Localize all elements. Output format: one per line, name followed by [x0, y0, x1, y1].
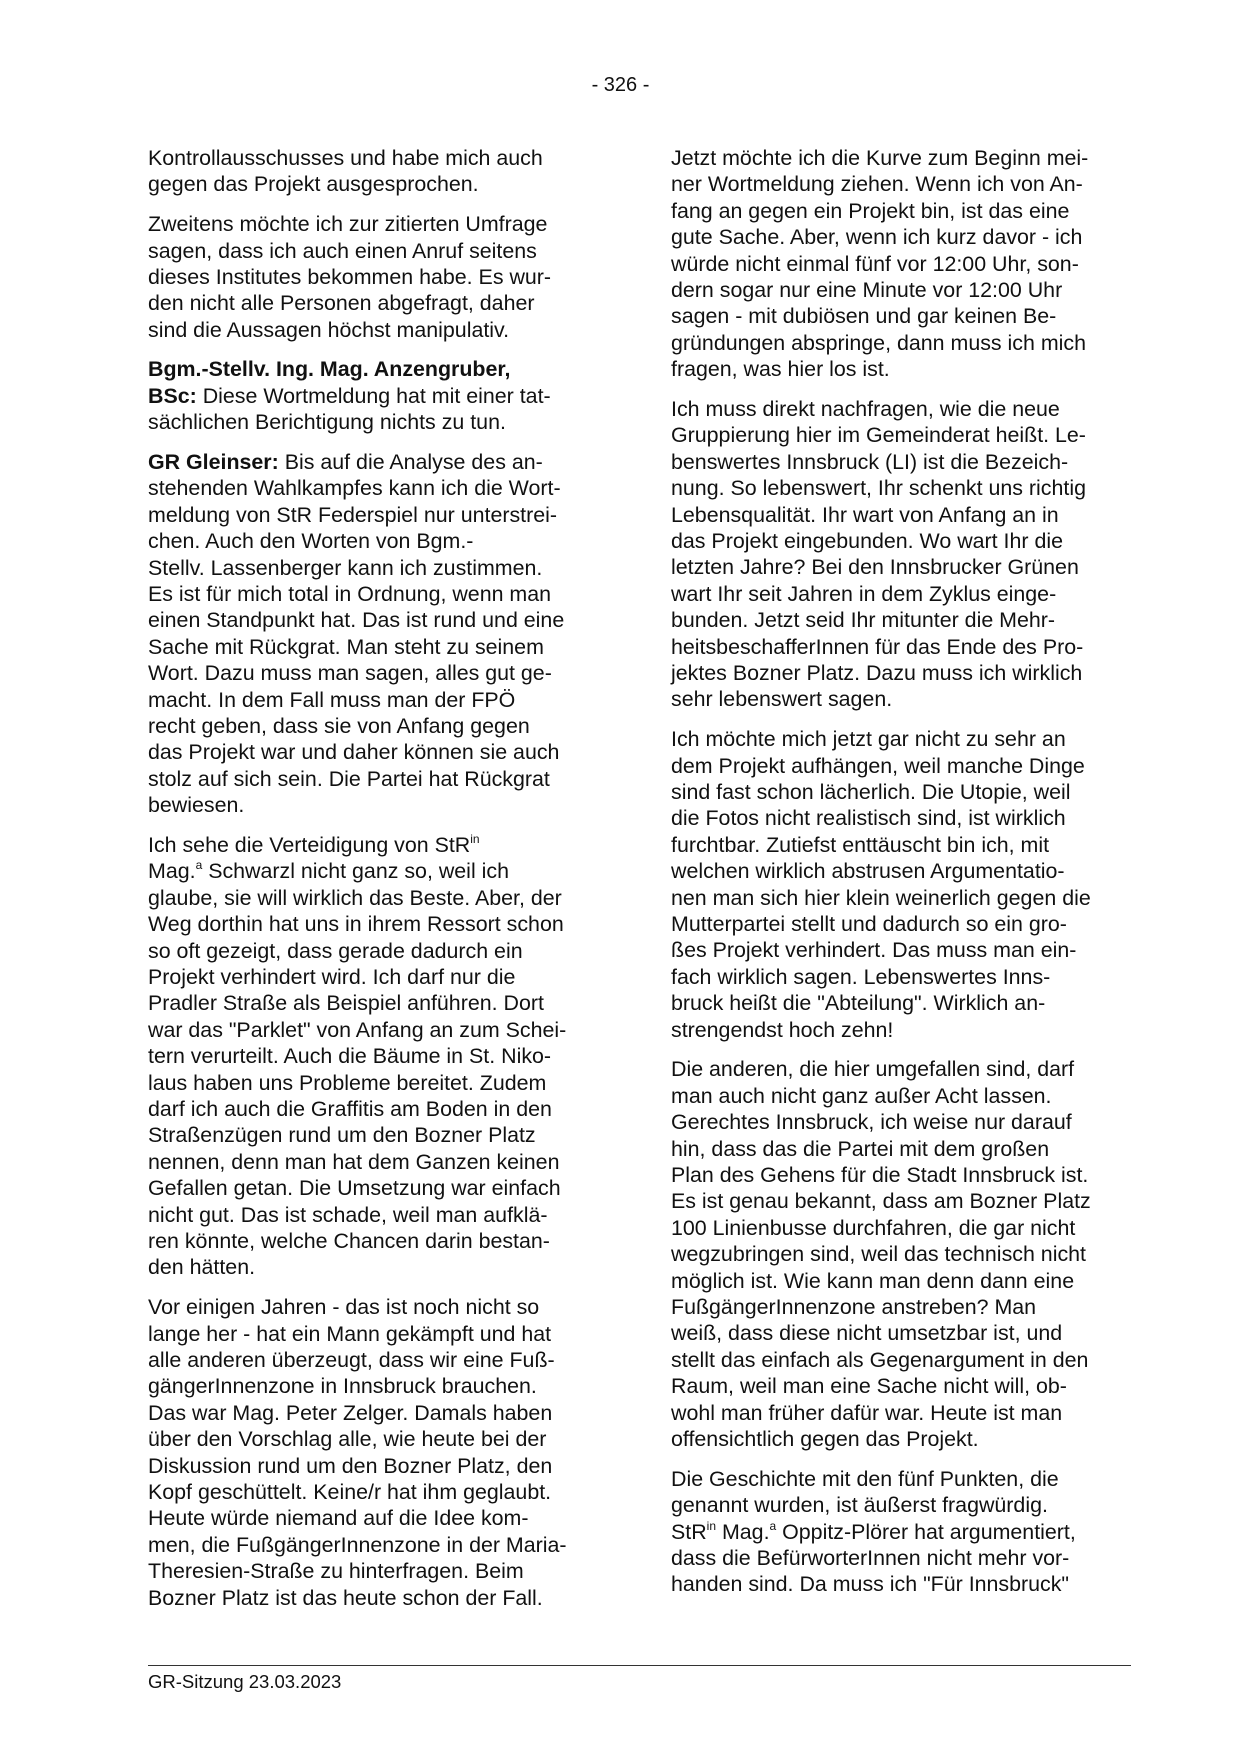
text-line: Mutterpartei stellt und dadurch so ein gro- [671, 911, 1067, 936]
text-line: das Projekt eingebunden. Wo wart Ihr die [671, 528, 1063, 553]
paragraph [148, 145, 604, 198]
text-line: lange her - hat ein Mann gekämpft und hat [148, 1321, 552, 1346]
text-line: über den Vorschlag alle, wie heute bei der [148, 1427, 547, 1452]
text-line: wart Ihr seit Jahren in dem Zyklus einge- [671, 581, 1057, 606]
text-line: sagen, dass ich auch einen Anruf seitens [148, 238, 537, 263]
text-line: Kontrollausschusses und habe mich auch [148, 146, 543, 170]
text-line: fragen, was hier los ist. [671, 357, 890, 382]
text-line: offensichtlich gegen das Projekt. [671, 1426, 979, 1451]
text-line: meldung von StR Federspiel nur unterstrei- [148, 502, 557, 527]
text-line: dern sogar nur eine Minute vor 12:00 Uhr [671, 278, 1063, 303]
text-line: macht. In dem Fall muss man der FPÖ [148, 687, 516, 712]
paragraph [148, 211, 604, 343]
text-line: bruck heißt die "Abteilung". Wirklich an- [671, 991, 1046, 1016]
text-line: gute Sache. Aber, wenn ich kurz davor - ich [671, 225, 1083, 250]
text-line: laus haben uns Probleme bereitet. Zudem [148, 1070, 547, 1095]
text-line: Ich möchte mich jetzt gar nicht zu sehr an [671, 727, 1066, 752]
text-line: nicht gut. Das ist schade, weil man aufklä- [148, 1202, 548, 1227]
text-line: fach wirklich sagen. Lebenswertes Inns- [671, 964, 1051, 989]
text-line: genannt wurden, ist äußerst fragwürdig. [671, 1493, 1048, 1518]
text-line: Wort. Dazu muss man sagen, alles gut ge- [148, 661, 552, 686]
text-line: stehenden Wahlkampfes kann ich die Wort- [148, 476, 561, 501]
speaker-name: Bgm.-Stellv. Ing. Mag. Anzengruber, [148, 357, 511, 382]
text-line: sehr lebenswert sagen. [671, 687, 893, 712]
speaker-name: BSc: [148, 383, 197, 408]
text-line: StR$^{in}$ Mag.$^a$ Oppitz-Plörer hat argumentiert, [671, 1518, 1076, 1544]
text-line: Heute würde niemand auf die Idee kom- [148, 1506, 529, 1531]
text-line: dass die BefürworterInnen nicht mehr vor- [671, 1545, 1070, 1570]
right-column [671, 145, 1127, 1611]
text-line: chen. Auch den Worten von Bgm.- [148, 529, 474, 554]
text-line: weiß, dass diese nicht umsetzbar ist, und [671, 1321, 1063, 1346]
text-line: Straßenzügen rund um den Bozner Platz [148, 1123, 536, 1148]
text-line: bewiesen. [148, 793, 245, 818]
text-line: recht geben, dass sie von Anfang gegen [148, 714, 530, 739]
text-line: Raum, weil man eine Sache nicht will, ob- [671, 1374, 1067, 1399]
text-line: Gruppierung hier im Gemeinderat heißt. Le- [671, 423, 1086, 448]
page-number: - 326 - [591, 74, 650, 96]
text-line: stolz auf sich sein. Die Partei hat Rückgrat [148, 766, 550, 791]
text-line: Lebensqualität. Ihr wart von Anfang an in [671, 502, 1059, 527]
text-line: man auch nicht ganz außer Acht lassen. [671, 1083, 1052, 1108]
text-line: darf ich auch die Graffitis am Boden in den [148, 1097, 552, 1121]
text-line: würde nicht einmal fünf vor 12:00 Uhr, son- [671, 251, 1079, 276]
text-line: möglich ist. Wie kann man denn dann eine [671, 1268, 1075, 1293]
speech-gleinser [148, 449, 604, 819]
text-line: BSc: Diese Wortmeldung hat mit einer tat- [148, 383, 551, 408]
text-line: nung. So lebenswert, Ihr schenkt uns richtig [671, 476, 1086, 501]
text-line: furchtbar. Zutiefst enttäuscht bin ich, mit [671, 832, 1050, 857]
text-line: alle anderen überzeugt, dass wir eine Fuß- [148, 1347, 555, 1372]
paragraph [671, 726, 1127, 1043]
text-line: einen Standpunkt hat. Das ist rund und eine [148, 608, 565, 633]
text-line: strengendst hoch zehn! [671, 1017, 894, 1042]
text-line: Sache mit Rückgrat. Man steht zu seinem [148, 634, 544, 659]
text-line: dem Projekt aufhängen, weil manche Dinge [671, 753, 1085, 778]
text-line: nennen, denn man hat dem Ganzen keinen [148, 1149, 560, 1174]
text-line: das Projekt war und daher können sie auch [148, 740, 560, 765]
text-line: sagen - mit dubiösen und gar keinen Be- [671, 304, 1057, 329]
text-line: men, die FußgängerInnenzone in der Maria- [148, 1532, 567, 1557]
text-line: so oft gezeigt, dass gerade dadurch ein [148, 938, 523, 963]
text-line: hin, dass das die Partei mit dem großen [671, 1136, 1050, 1161]
text-line: dieses Institutes bekommen habe. Es wur- [148, 264, 552, 289]
text-line: Gefallen getan. Die Umsetzung war einfach [148, 1176, 561, 1201]
speech-anzengruber [148, 356, 604, 435]
left-column [148, 145, 604, 1624]
paragraph [148, 832, 604, 1281]
paragraph [671, 1056, 1127, 1452]
text-line: jektes Bozner Platz. Dazu muss ich wirklich [671, 661, 1083, 686]
text-line: tern verurteilt. Auch die Bäume in St. Niko- [148, 1044, 552, 1069]
text-line: Vor einigen Jahren - das ist noch nicht so [148, 1295, 540, 1320]
text-line: Es ist für mich total in Ordnung, wenn man [148, 581, 552, 606]
text-line: den hätten. [148, 1255, 256, 1280]
text-line: sind die Aussagen höchst manipulativ. [148, 317, 510, 342]
text-line: Mag.$^a$ Schwarzl nicht ganz so, weil ich [148, 858, 509, 884]
text-line: ßes Projekt verhindert. Das muss man ein- [671, 938, 1077, 963]
text-line: gegen das Projekt ausgesprochen. [148, 172, 479, 197]
text-line: Weg dorthin hat uns in ihrem Ressort schon [148, 912, 564, 937]
text-line: heitsbeschafferInnen für das Ende des Pro- [671, 634, 1084, 659]
text-line: Stellv. Lassenberger kann ich zustimmen. [148, 555, 543, 580]
text-line: Jetzt möchte ich die Kurve zum Beginn mei- [671, 146, 1089, 170]
paragraph [671, 396, 1127, 713]
text-line: sind fast schon lächerlich. Die Utopie, weil [671, 779, 1071, 804]
text-line: Bozner Platz ist das heute schon der Fall. [148, 1585, 543, 1610]
text-line: Die anderen, die hier umgefallen sind, darf [671, 1057, 1075, 1082]
footer-session-date: GR-Sitzung 23.03.2023 [148, 1671, 342, 1692]
text-line: GR Gleinser: Bis auf die Analyse des an- [148, 449, 543, 474]
text-line: Kopf geschüttelt. Keine/r hat ihm geglaubt. [148, 1479, 552, 1504]
text-line: handen sind. Da muss ich "Für Innsbruck" [671, 1572, 1070, 1597]
text-line: glaube, sie will wirklich das Beste. Aber, der [148, 885, 562, 910]
speaker-name: GR Gleinser: [148, 449, 279, 474]
text-line: gängerInnenzone in Innsbruck brauchen. [148, 1374, 537, 1399]
paragraph [671, 145, 1127, 383]
paragraph [671, 1466, 1127, 1598]
text-line: bunden. Jetzt seid Ihr mitunter die Mehr- [671, 608, 1056, 633]
text-line: gründungen abspringe, dann muss ich mich [671, 330, 1086, 355]
text-line: welchen wirklich abstrusen Argumentatio- [671, 859, 1065, 884]
text-line: Zweitens möchte ich zur zitierten Umfrage [148, 212, 548, 237]
text-line: letzten Jahre? Bei den Innsbrucker Grünen [671, 555, 1079, 580]
paragraph [148, 1294, 604, 1611]
text-line: den nicht alle Personen abgefragt, daher [148, 291, 535, 316]
text-line: wohl man früher dafür war. Heute ist man [671, 1400, 1063, 1425]
text-line: Pradler Straße als Beispiel anführen. Dort [148, 991, 544, 1016]
text-line: stellt das einfach als Gegenargument in den [671, 1347, 1089, 1372]
text-line: 100 Linienbusse durchfahren, die gar nicht [671, 1215, 1076, 1240]
text-line: Diskussion rund um den Bozner Platz, den [148, 1453, 553, 1478]
text-line: sächlichen Berichtigung nichts zu tun. [148, 410, 506, 435]
text-line: Projekt verhindert wird. Ich darf nur die [148, 964, 516, 989]
text-line: Gerechtes Innsbruck, ich weise nur darauf [671, 1110, 1072, 1135]
text-line: Ich muss direkt nachfragen, wie die neue [671, 396, 1060, 421]
text-line: Es ist genau bekannt, dass am Bozner Platz [671, 1189, 1091, 1214]
text-line: Ich sehe die Verteidigung von StR$^{in}$ [148, 831, 480, 857]
text-line: Plan des Gehens für die Stadt Innsbruck ist. [671, 1162, 1089, 1187]
text-line: Das war Mag. Peter Zelger. Damals haben [148, 1400, 553, 1425]
text-line: FußgängerInnenzone anstreben? Man [671, 1294, 1037, 1319]
text-line: ner Wortmeldung ziehen. Wenn ich von An- [671, 172, 1083, 197]
text-line: war das "Parklet" von Anfang an zum Schei- [148, 1017, 567, 1042]
text-line: Theresien-Straße zu hinterfragen. Beim [148, 1559, 524, 1584]
text-line: benswertes Innsbruck (LI) ist die Bezeich- [671, 449, 1069, 474]
text-line: ren könnte, welche Chancen darin bestan- [148, 1229, 550, 1254]
footer-divider [148, 1665, 1131, 1666]
text-line: nen man sich hier klein weinerlich gegen die [671, 885, 1091, 910]
text-line: wegzubringen sind, weil das technisch nicht [671, 1242, 1086, 1267]
text-line: fang an gegen ein Projekt bin, ist das eine [671, 198, 1070, 223]
text-line: Die Geschichte mit den fünf Punkten, die [671, 1466, 1059, 1491]
text-line: die Fotos nicht realistisch sind, ist wirklich [671, 806, 1066, 831]
